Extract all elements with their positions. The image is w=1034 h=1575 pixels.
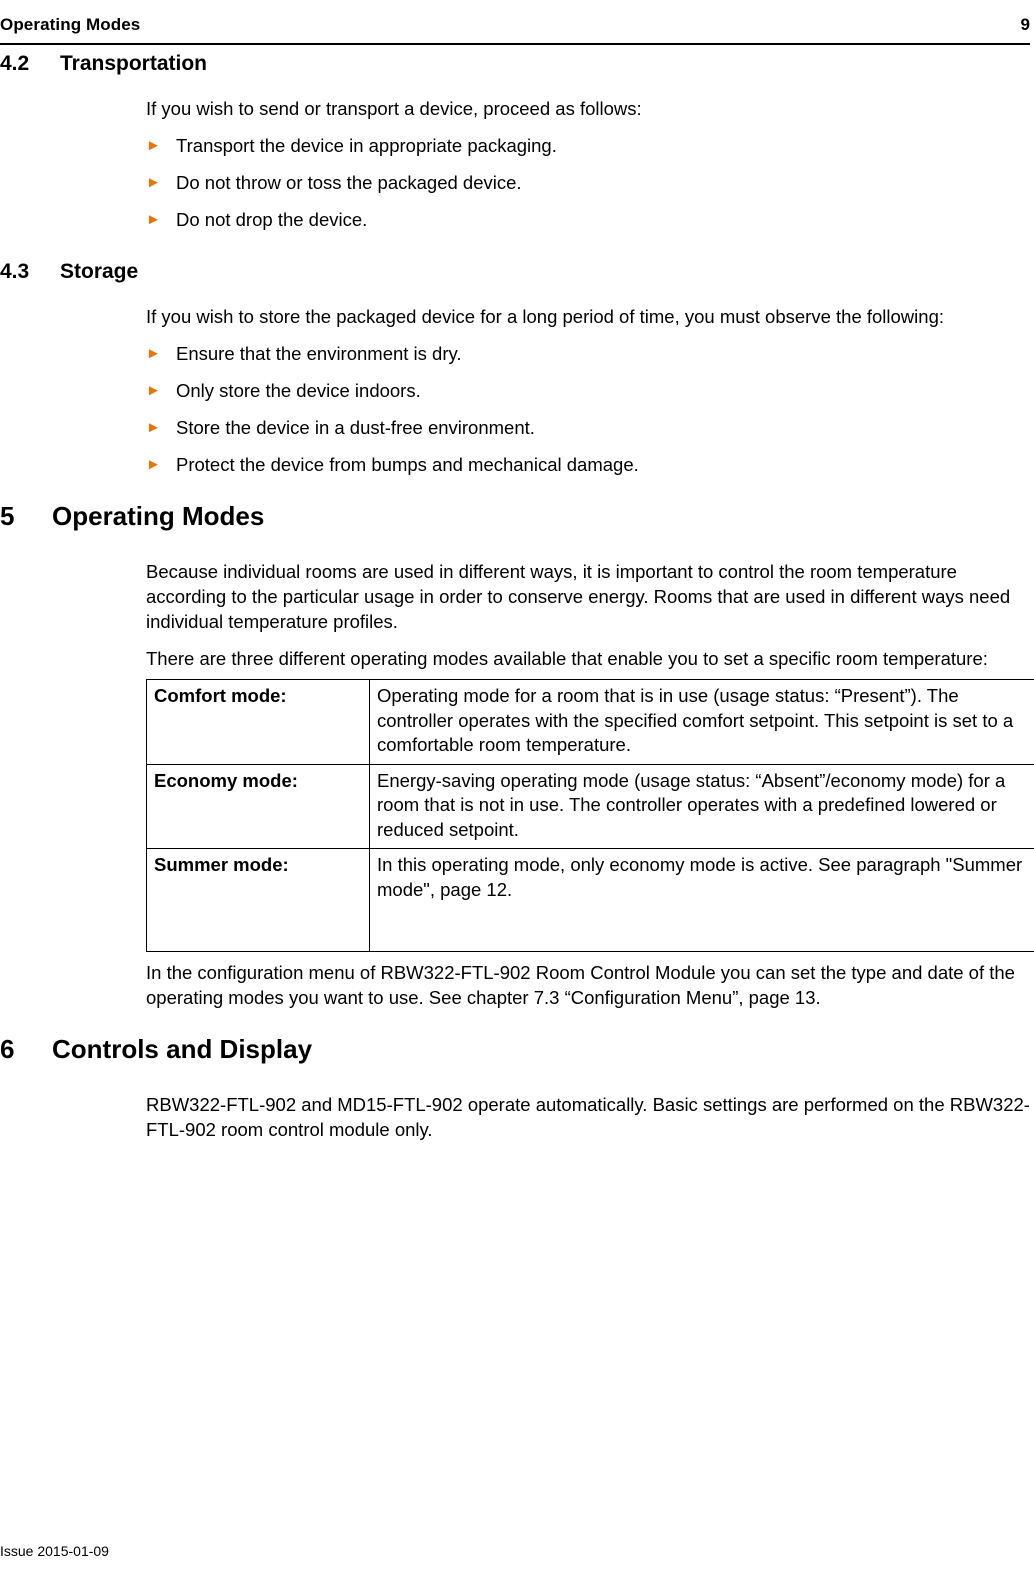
arrow-bullet-icon: ► xyxy=(146,211,161,228)
heading-transportation xyxy=(0,52,1034,80)
page-header xyxy=(0,15,1034,45)
heading-operating-modes-title: Operating Modes xyxy=(52,501,265,531)
list-item xyxy=(146,378,1030,403)
operating-modes-paragraph-2: There are three different operating modes available that enable you to set a specific room temperature: xyxy=(146,648,988,669)
table-cell-term: Economy mode: xyxy=(147,764,370,849)
page-content xyxy=(0,52,1034,1142)
heading-storage-number: 4.3 xyxy=(0,260,30,283)
heading-storage-title: Storage xyxy=(60,260,139,283)
list-item-label: Ensure that the environment is dry. xyxy=(176,343,462,364)
table-cell-description: Operating mode for a room that is in use (usage status: “Present”). The controller operates with the specified comfort setpoint. This setpoint is set to a comfortable room temperature. xyxy=(370,680,1034,765)
table-row xyxy=(147,764,1034,849)
table-cell-description: Energy-saving operating mode (usage status: “Absent”/economy mode) for a room that is not in use. The controller operates with a predefined lowered or reduced setpoint. xyxy=(370,764,1034,849)
operating-modes-paragraph-3: In the configuration menu of RBW322-FTL-902 Room Control Module you can set the type and date of the operating modes you want to use. See chapter 7.3 “Configuration Menu”, page 13. xyxy=(146,962,1015,1008)
list-item xyxy=(146,415,1030,440)
list-item-label: Do not throw or toss the packaged device. xyxy=(176,172,522,193)
arrow-bullet-icon: ► xyxy=(146,174,161,191)
arrow-bullet-icon: ► xyxy=(146,382,161,399)
list-item xyxy=(146,452,1030,477)
controls-display-paragraph-1: RBW322-FTL-902 and MD15-FTL-902 operate automatically. Basic settings are performed on the RBW322-FTL-902 room control module only. xyxy=(146,1094,1030,1140)
footer-issue-date: Issue 2015-01-09 xyxy=(0,1543,109,1559)
transportation-intro: If you wish to send or transport a device, proceed as follows: xyxy=(146,98,642,119)
list-item xyxy=(146,133,1030,158)
list-item-label: Store the device in a dust-free environment. xyxy=(176,417,535,438)
storage-intro: If you wish to store the packaged device for a long period of time, you must observe the following: xyxy=(146,306,944,327)
list-item-label: Do not drop the device. xyxy=(176,209,368,230)
operating-modes-table xyxy=(146,679,1034,952)
heading-transportation-number: 4.2 xyxy=(0,52,30,75)
heading-controls-display xyxy=(0,1034,1034,1068)
table-cell-term: Summer mode: xyxy=(147,849,370,952)
heading-operating-modes-number: 5 xyxy=(0,501,15,531)
header-page-number: 9 xyxy=(1020,15,1030,34)
table-row xyxy=(147,680,1034,765)
heading-storage xyxy=(0,260,1034,288)
list-item xyxy=(146,170,1030,195)
heading-operating-modes xyxy=(0,501,1034,535)
table-cell-description: In this operating mode, only economy mode is active. See paragraph "Summer mode", page 12. xyxy=(370,849,1034,952)
header-title: Operating Modes xyxy=(0,15,141,34)
list-item xyxy=(146,341,1030,366)
table-cell-term: Comfort mode: xyxy=(147,680,370,765)
list-item-label: Only store the device indoors. xyxy=(176,380,421,401)
heading-controls-display-number: 6 xyxy=(0,1034,15,1064)
arrow-bullet-icon: ► xyxy=(146,456,161,473)
list-item xyxy=(146,207,1030,232)
arrow-bullet-icon: ► xyxy=(146,419,161,436)
arrow-bullet-icon: ► xyxy=(146,345,161,362)
list-item-label: Transport the device in appropriate packaging. xyxy=(176,135,557,156)
header-divider xyxy=(0,43,1030,45)
list-item-label: Protect the device from bumps and mechanical damage. xyxy=(176,454,639,475)
heading-controls-display-title: Controls and Display xyxy=(52,1034,313,1064)
table-row xyxy=(147,849,1034,952)
heading-transportation-title: Transportation xyxy=(60,52,208,75)
arrow-bullet-icon: ► xyxy=(146,137,161,154)
operating-modes-paragraph-1: Because individual rooms are used in different ways, it is important to control the room temperature according to the particular usage in order to conserve energy. Rooms that are used in different ways need individual temperature profiles. xyxy=(146,561,1011,632)
